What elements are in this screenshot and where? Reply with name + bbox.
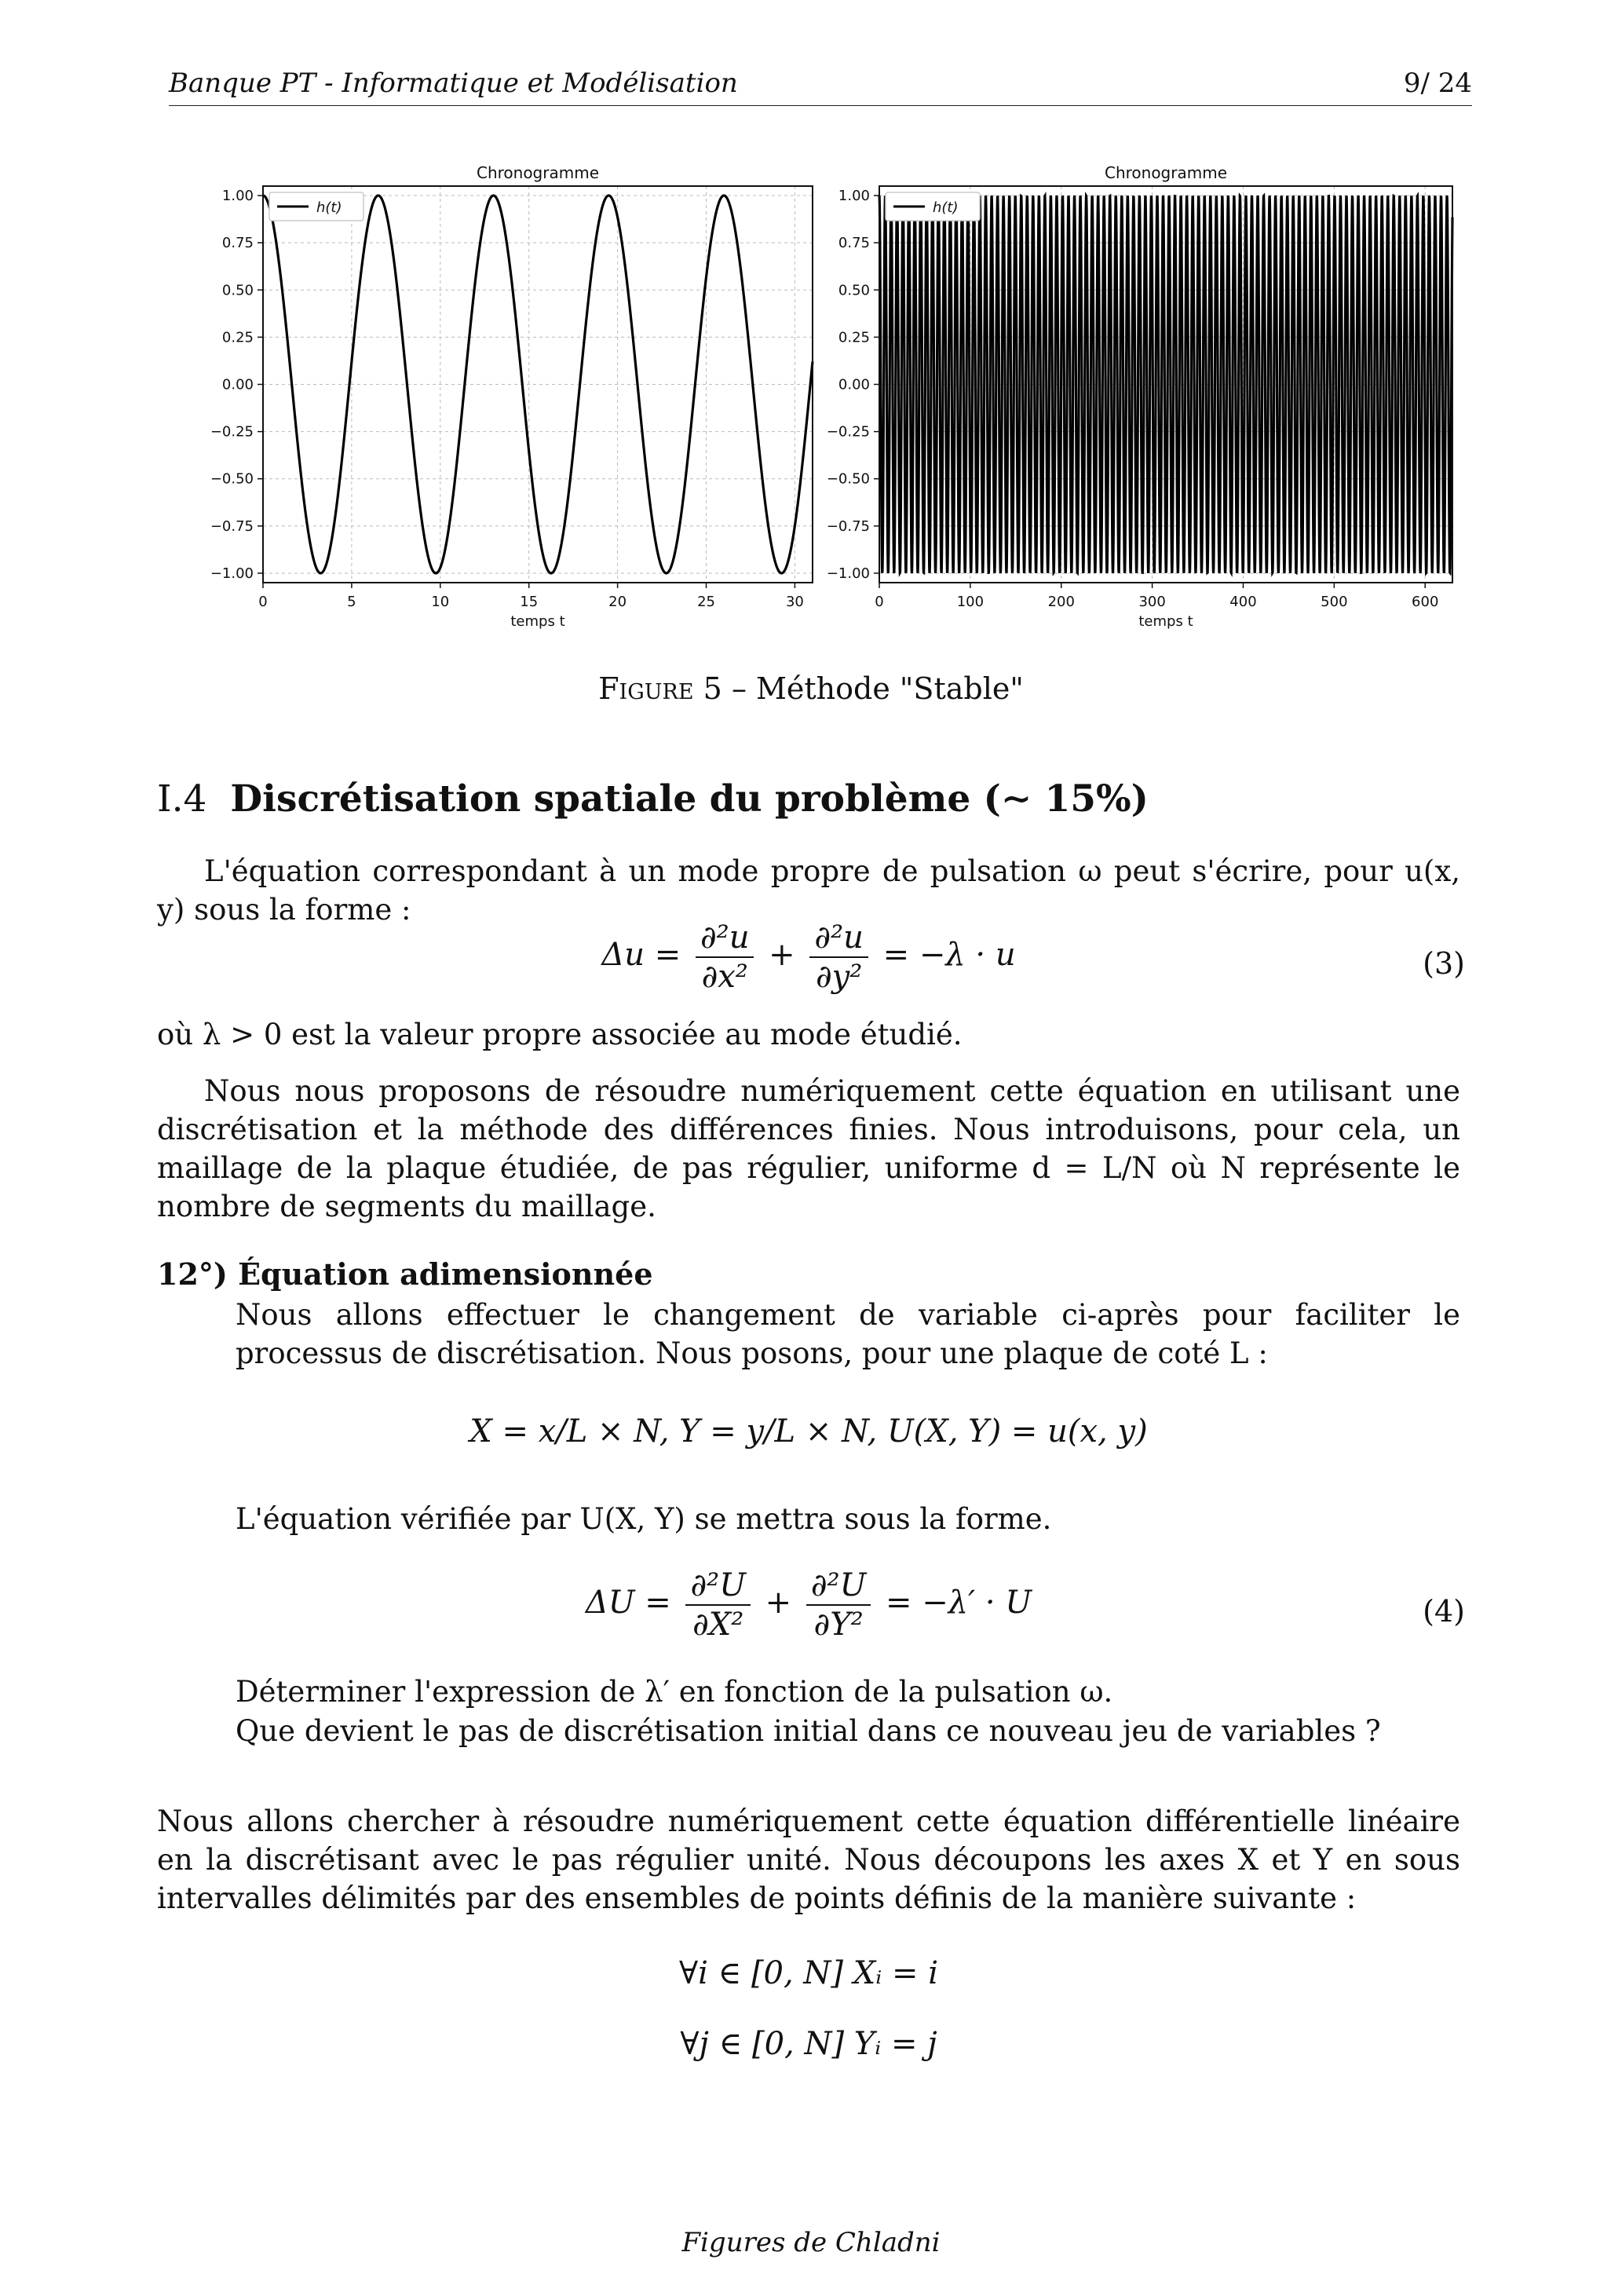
y-tick-label: 1.00 [838, 188, 870, 205]
chart-left [196, 161, 832, 640]
chart-title: Chronogramme [476, 163, 600, 182]
equation-4 [157, 1567, 1460, 1643]
eq4-plus: + [765, 1585, 792, 1621]
eq3-rhs: = −λ · u [882, 937, 1016, 973]
y-tick-label: −0.25 [826, 423, 870, 441]
equation-3 [157, 919, 1460, 996]
question-12-task2: Que devient le pas de discrétisation initial dans ce nouveau jeu de variables ? [236, 1714, 1381, 1748]
header-title: Banque PT - Informatique et Modélisation [169, 68, 738, 99]
y-tick-label: −1.00 [826, 565, 870, 582]
x-tick-label: 300 [1138, 594, 1166, 610]
x-tick-label: 15 [520, 594, 539, 610]
y-tick-label: 0.50 [838, 282, 870, 299]
eq3-den1: ∂x² [701, 959, 748, 995]
y-tick-label: −0.50 [826, 470, 870, 488]
eq4-num2: ∂²U [806, 1567, 871, 1606]
x-tick-label: 100 [956, 594, 985, 610]
figure-caption-text: – Méthode "Stable" [731, 671, 1024, 706]
paragraph-intro: L'équation correspondant à un mode propre de pulsation ω peut s'écrire, pour u(x, y) sous la forme : [157, 854, 1460, 927]
x-axis-label: temps t [1138, 613, 1193, 630]
eq4-num1: ∂²U [685, 1567, 750, 1606]
paragraph-mesh: Nous nous proposons de résoudre numériquement cette équation en utilisant une discrétisation et la méthode des différences finies. Nous introduisons, pour cela, un maillage de la plaque étudiée, de pas régulier, uniforme d = L/N où N représente le nombre de segments du maillage. [157, 1074, 1460, 1223]
y-tick-label: 0.00 [221, 376, 254, 393]
question-12-form: L'équation vérifiée par U(X, Y) se mettra sous la forme. [236, 1502, 1052, 1536]
x-tick-label: 200 [1047, 594, 1075, 610]
y-tick-label: −0.75 [210, 517, 254, 535]
x-axis-label: temps t [510, 613, 565, 630]
figure-label: Figure 5 [598, 671, 722, 706]
eq3-den2: ∂y² [815, 959, 863, 995]
grid-x-definition: ∀i ∈ [0, N] Xᵢ = i [678, 1955, 939, 1991]
section-title: Discrétisation spatiale du problème (∼ 15%) [230, 777, 1149, 821]
x-tick-label: 600 [1412, 594, 1439, 610]
eq3-number: (3) [1423, 946, 1465, 981]
section-heading [157, 777, 1149, 821]
y-tick-label: 0.75 [838, 235, 870, 252]
x-tick-label: 25 [697, 594, 715, 610]
question-12-title: 12°) Équation adimensionnée [157, 1256, 653, 1292]
x-tick-label: 0 [258, 594, 268, 610]
y-tick-label: 0.50 [221, 282, 254, 299]
x-tick-label: 20 [608, 594, 627, 610]
eq4-den1: ∂X² [692, 1607, 744, 1643]
eq3-num2: ∂²u [809, 919, 868, 958]
y-tick-label: −1.00 [210, 565, 254, 582]
y-tick-label: 0.25 [838, 329, 870, 346]
grid-y-definition: ∀j ∈ [0, N] Yᵢ = j [680, 2026, 937, 2062]
x-tick-label: 5 [347, 594, 356, 610]
y-tick-label: 0.00 [838, 376, 870, 393]
paragraph-discretisation: Nous allons chercher à résoudre numériquement cette équation différentielle linéaire en la discrétisant avec le pas régulier unité. Nous découpons les axes X et Y en sous intervalles délimités par des ensembles de points définis de la manière suivante : [157, 1804, 1460, 1915]
legend-label: h(t) [316, 199, 342, 216]
eq3-plus: + [769, 937, 795, 973]
header-rule [169, 105, 1472, 106]
eq4-lhs: ΔU = [585, 1585, 671, 1621]
x-tick-label: 0 [875, 594, 884, 610]
eq4-number: (4) [1423, 1594, 1465, 1629]
question-12-text: Nous allons effectuer le changement de variable ci-après pour faciliter le processus de discrétisation. Nous posons, pour une plaque de coté L : [236, 1298, 1460, 1370]
series-line-h [879, 196, 1452, 573]
question-12-task1: Déterminer l'expression de λ′ en fonction de la pulsation ω. [236, 1675, 1113, 1709]
legend-label: h(t) [933, 199, 959, 216]
chart-title: Chronogramme [1104, 163, 1228, 182]
y-tick-label: −0.75 [826, 517, 870, 535]
section-number: I.4 [157, 777, 207, 821]
figure-caption [0, 671, 1622, 706]
eq4-den2: ∂Y² [813, 1607, 864, 1643]
x-tick-label: 500 [1321, 594, 1348, 610]
chart-right [816, 161, 1468, 640]
paragraph-lambda: où λ > 0 est la valeur propre associée au mode étudié. [157, 1018, 963, 1051]
change-of-variable-equation: X = x/L × N, Y = y/L × N, U(X, Y) = u(x, y) [469, 1413, 1148, 1450]
eq3-num1: ∂²u [696, 919, 754, 958]
y-tick-label: −0.25 [210, 423, 254, 441]
eq4-rhs: = −λ′ · U [886, 1585, 1032, 1621]
x-tick-label: 400 [1229, 594, 1257, 610]
y-tick-label: 1.00 [221, 188, 254, 205]
eq3-lhs: Δu = [601, 937, 681, 973]
y-tick-label: 0.75 [221, 235, 254, 252]
page-number: 9/ 24 [1403, 68, 1472, 99]
page-footer: Figures de Chladni [681, 2227, 941, 2258]
x-tick-label: 30 [785, 594, 804, 610]
y-tick-label: 0.25 [221, 329, 254, 346]
y-tick-label: −0.50 [210, 470, 254, 488]
x-tick-label: 10 [431, 594, 450, 610]
